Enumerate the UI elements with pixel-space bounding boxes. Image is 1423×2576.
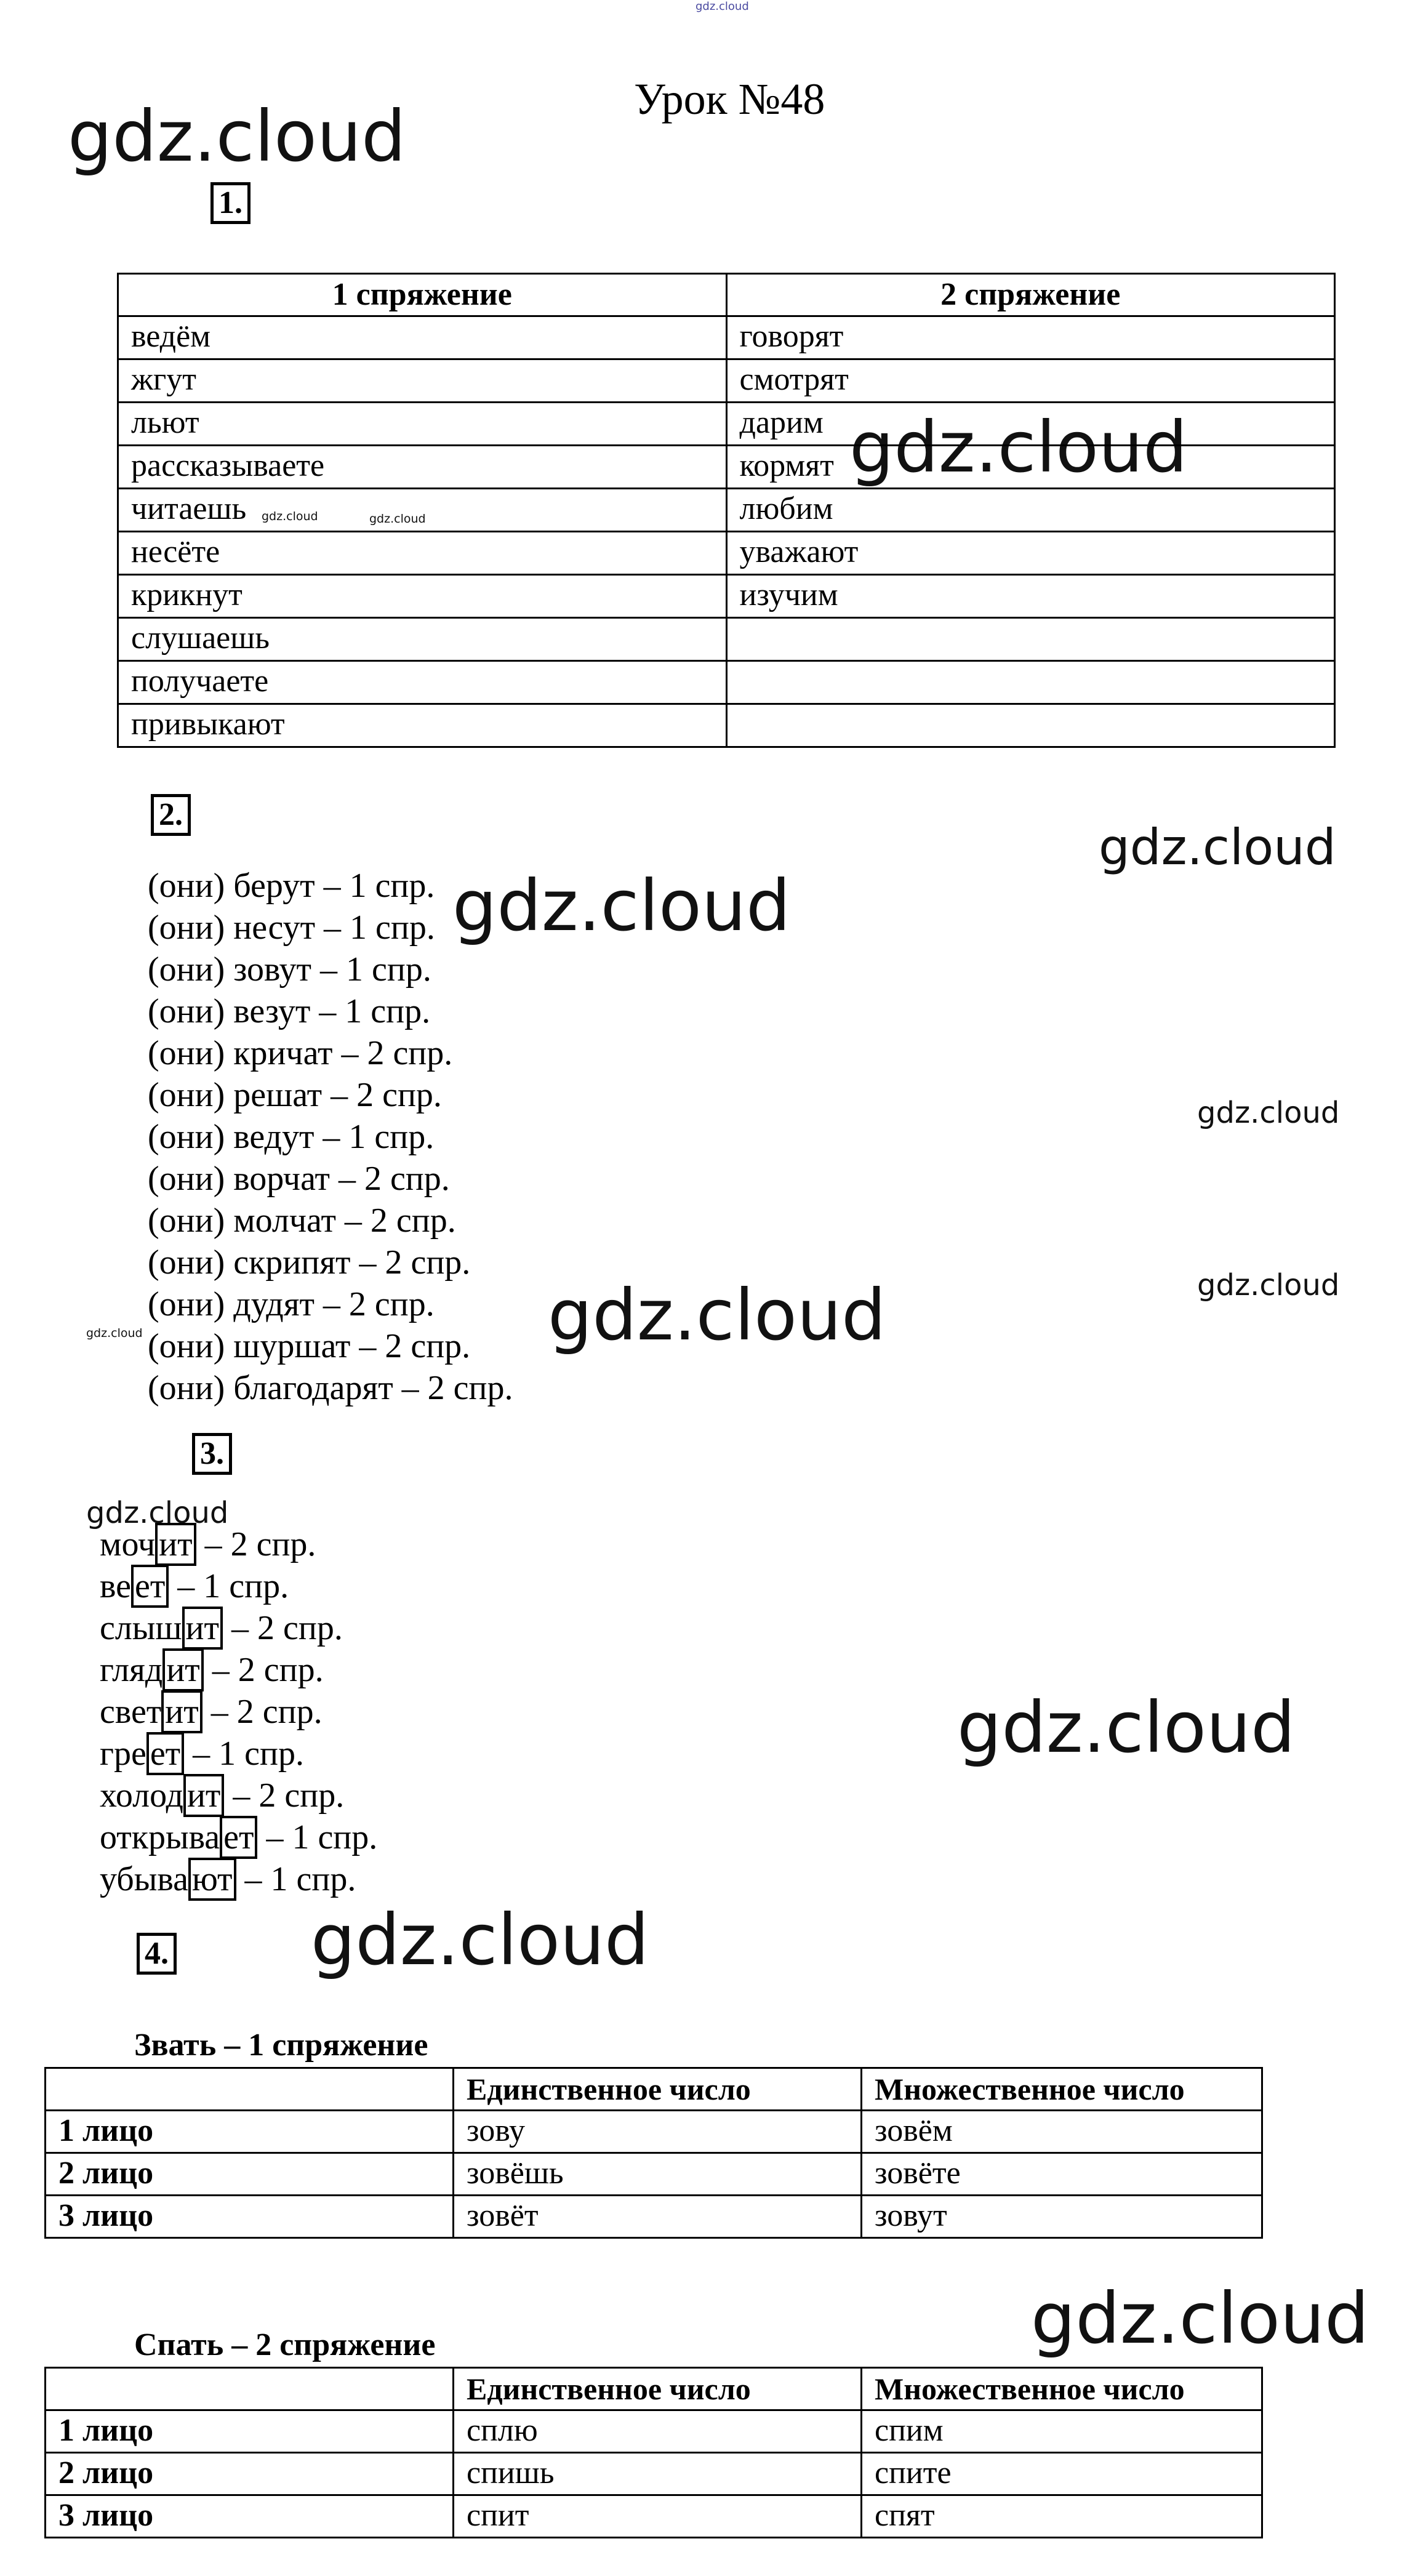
word-ending: ет — [131, 1565, 169, 1608]
list-item — [100, 1858, 377, 1900]
table-row — [118, 532, 1335, 575]
table-row — [118, 403, 1335, 446]
word-ending: ит — [182, 1607, 223, 1650]
person-cell: 2 лицо — [46, 2453, 454, 2495]
singular-cell: спит — [454, 2495, 862, 2538]
person-cell: 3 лицо — [46, 2495, 454, 2538]
table-row — [118, 446, 1335, 489]
conj-1-cell: жгут — [118, 359, 727, 403]
conjugation-label: – 1 спр. — [257, 1818, 378, 1856]
exercise-2-number: 2. — [151, 794, 191, 836]
conj-1-cell: льют — [118, 403, 727, 446]
conj-1-cell: рассказываете — [118, 446, 727, 489]
table-row — [46, 2153, 1262, 2196]
conj-2-cell: любим — [726, 489, 1335, 532]
header-plural: Множественное число — [862, 2068, 1262, 2111]
list-item — [100, 1523, 377, 1565]
list-item: (они) ведут – 1 спр. — [148, 1118, 435, 1156]
list-item: (они) дудят – 2 спр. — [148, 1285, 435, 1323]
table-row — [118, 359, 1335, 403]
list-item: (они) скрипят – 2 спр. — [148, 1243, 471, 1282]
singular-cell: спишь — [454, 2453, 862, 2495]
plural-cell: спим — [862, 2410, 1262, 2453]
page-title: Урок №48 — [634, 74, 825, 124]
table-row — [46, 2410, 1262, 2453]
header-singular: Единственное число — [454, 2068, 862, 2111]
person-cell: 2 лицо — [46, 2153, 454, 2196]
table-caption-spat: Спать – 2 спряжение — [134, 2327, 436, 2362]
watermark: gdz.cloud — [369, 512, 426, 526]
list-item — [100, 1816, 377, 1858]
singular-cell: зовёшь — [454, 2153, 862, 2196]
word-stem: холод — [100, 1776, 183, 1815]
header-plural: Множественное число — [862, 2368, 1262, 2410]
watermark: gdz.cloud — [849, 406, 1188, 488]
table-row — [118, 704, 1335, 747]
conjugation-label: – 2 спр. — [203, 1651, 324, 1689]
list-item — [100, 1565, 377, 1607]
person-cell: 1 лицо — [46, 2111, 454, 2153]
table-row — [46, 2111, 1262, 2153]
watermark: gdz.cloud — [452, 865, 791, 947]
watermark: gdz.cloud — [1197, 1268, 1340, 1302]
list-item: (они) решат – 2 спр. — [148, 1076, 442, 1114]
singular-cell: сплю — [454, 2410, 862, 2453]
conj-1-cell: ведём — [118, 316, 727, 359]
watermark: gdz.cloud — [311, 1899, 649, 1981]
word-ending: ит — [161, 1690, 202, 1733]
header-singular: Единственное число — [454, 2368, 862, 2410]
table-row — [46, 2495, 1262, 2538]
list-item: (они) кричат – 2 спр. — [148, 1034, 453, 1072]
table-row — [46, 2453, 1262, 2495]
list-item: (они) ворчат – 2 спр. — [148, 1160, 450, 1198]
word-ending: ит — [183, 1774, 224, 1817]
word-stem: свет — [100, 1693, 162, 1731]
exercise-1-number: 1. — [210, 182, 251, 224]
plural-cell: спят — [862, 2495, 1262, 2538]
list-item: (они) берут – 1 спр. — [148, 867, 435, 905]
conj-2-cell: кормят — [726, 446, 1335, 489]
list-item — [100, 1649, 377, 1691]
table-row — [118, 661, 1335, 704]
conj-1-cell: привыкают — [118, 704, 727, 747]
conj-2-cell: смотрят — [726, 359, 1335, 403]
conj-2-cell — [726, 661, 1335, 704]
plural-cell: зовёте — [862, 2153, 1262, 2196]
word-stem: гляд — [100, 1651, 163, 1689]
plural-cell: зовём — [862, 2111, 1262, 2153]
list-item: (они) шуршат – 2 спр. — [148, 1327, 471, 1365]
conjugation-label: – 1 спр. — [236, 1860, 356, 1898]
table-row — [46, 2196, 1262, 2238]
watermark-top: gdz.cloud — [695, 0, 749, 13]
conjugation-label: – 1 спр. — [184, 1735, 304, 1773]
word-stem: гре — [100, 1735, 146, 1773]
exercise-3-list — [100, 1523, 377, 1900]
person-cell: 1 лицо — [46, 2410, 454, 2453]
singular-cell: зову — [454, 2111, 862, 2153]
conj-1-cell: читаешь — [118, 489, 727, 532]
conjugation-table — [117, 273, 1336, 748]
conj-2-cell: изучим — [726, 575, 1335, 618]
conjugation-label: – 2 спр. — [224, 1776, 345, 1815]
watermark: gdz.cloud — [86, 1326, 143, 1340]
table-row — [118, 316, 1335, 359]
list-item: (они) несут – 1 спр. — [148, 909, 435, 947]
conj-2-cell — [726, 618, 1335, 661]
word-ending: ит — [155, 1523, 196, 1566]
header-empty — [46, 2368, 454, 2410]
conj-1-cell: несёте — [118, 532, 727, 575]
plural-cell: спите — [862, 2453, 1262, 2495]
conj-2-cell: говорят — [726, 316, 1335, 359]
header-conj-2: 2 спряжение — [726, 274, 1335, 316]
watermark: gdz.cloud — [86, 1496, 229, 1530]
conjugation-spat-table — [44, 2367, 1263, 2538]
watermark: gdz.cloud — [1099, 819, 1336, 876]
list-item: (они) молчат – 2 спр. — [148, 1202, 456, 1240]
person-cell: 3 лицо — [46, 2196, 454, 2238]
conjugation-label: – 2 спр. — [196, 1525, 316, 1563]
watermark: gdz.cloud — [68, 95, 406, 177]
word-stem: убыва — [100, 1860, 188, 1898]
watermark: gdz.cloud — [1197, 1096, 1340, 1130]
list-item: (они) зовут – 1 спр. — [148, 950, 431, 989]
word-stem: моч — [100, 1525, 156, 1563]
word-stem: открыва — [100, 1818, 220, 1856]
word-ending: ют — [188, 1858, 236, 1901]
list-item — [100, 1691, 377, 1733]
plural-cell: зовут — [862, 2196, 1262, 2238]
table-caption-zvat: Звать – 1 спряжение — [134, 2028, 428, 2063]
watermark: gdz.cloud — [1031, 2277, 1369, 2359]
word-stem: слыш — [100, 1609, 182, 1647]
watermark: gdz.cloud — [262, 510, 318, 523]
word-ending: ет — [146, 1732, 184, 1775]
exercise-2-list — [148, 865, 513, 1409]
word-ending: ет — [220, 1816, 257, 1859]
conj-2-cell: дарим — [726, 403, 1335, 446]
singular-cell: зовёт — [454, 2196, 862, 2238]
conjugation-label: – 1 спр. — [169, 1567, 289, 1605]
conjugation-zvat-table — [44, 2067, 1263, 2239]
list-item — [100, 1733, 377, 1775]
conj-1-cell: слушаешь — [118, 618, 727, 661]
conj-2-cell: уважают — [726, 532, 1335, 575]
header-conj-1: 1 спряжение — [118, 274, 727, 316]
list-item — [100, 1607, 377, 1649]
conjugation-label: – 2 спр. — [223, 1609, 343, 1647]
word-ending: ит — [162, 1648, 203, 1691]
header-empty — [46, 2068, 454, 2111]
list-item: (они) везут – 1 спр. — [148, 992, 431, 1030]
conj-1-cell: получаете — [118, 661, 727, 704]
conj-1-cell: крикнут — [118, 575, 727, 618]
list-item: (они) благодарят – 2 спр. — [148, 1369, 513, 1407]
exercise-3-number: 3. — [192, 1433, 232, 1475]
watermark: gdz.cloud — [548, 1274, 886, 1356]
conj-2-cell — [726, 704, 1335, 747]
list-item — [100, 1775, 377, 1816]
watermark: gdz.cloud — [957, 1687, 1296, 1768]
table-row — [118, 575, 1335, 618]
table-row — [118, 618, 1335, 661]
conjugation-label: – 2 спр. — [202, 1693, 323, 1731]
word-stem: ве — [100, 1567, 131, 1605]
exercise-4-number: 4. — [137, 1933, 177, 1975]
table-row — [118, 489, 1335, 532]
